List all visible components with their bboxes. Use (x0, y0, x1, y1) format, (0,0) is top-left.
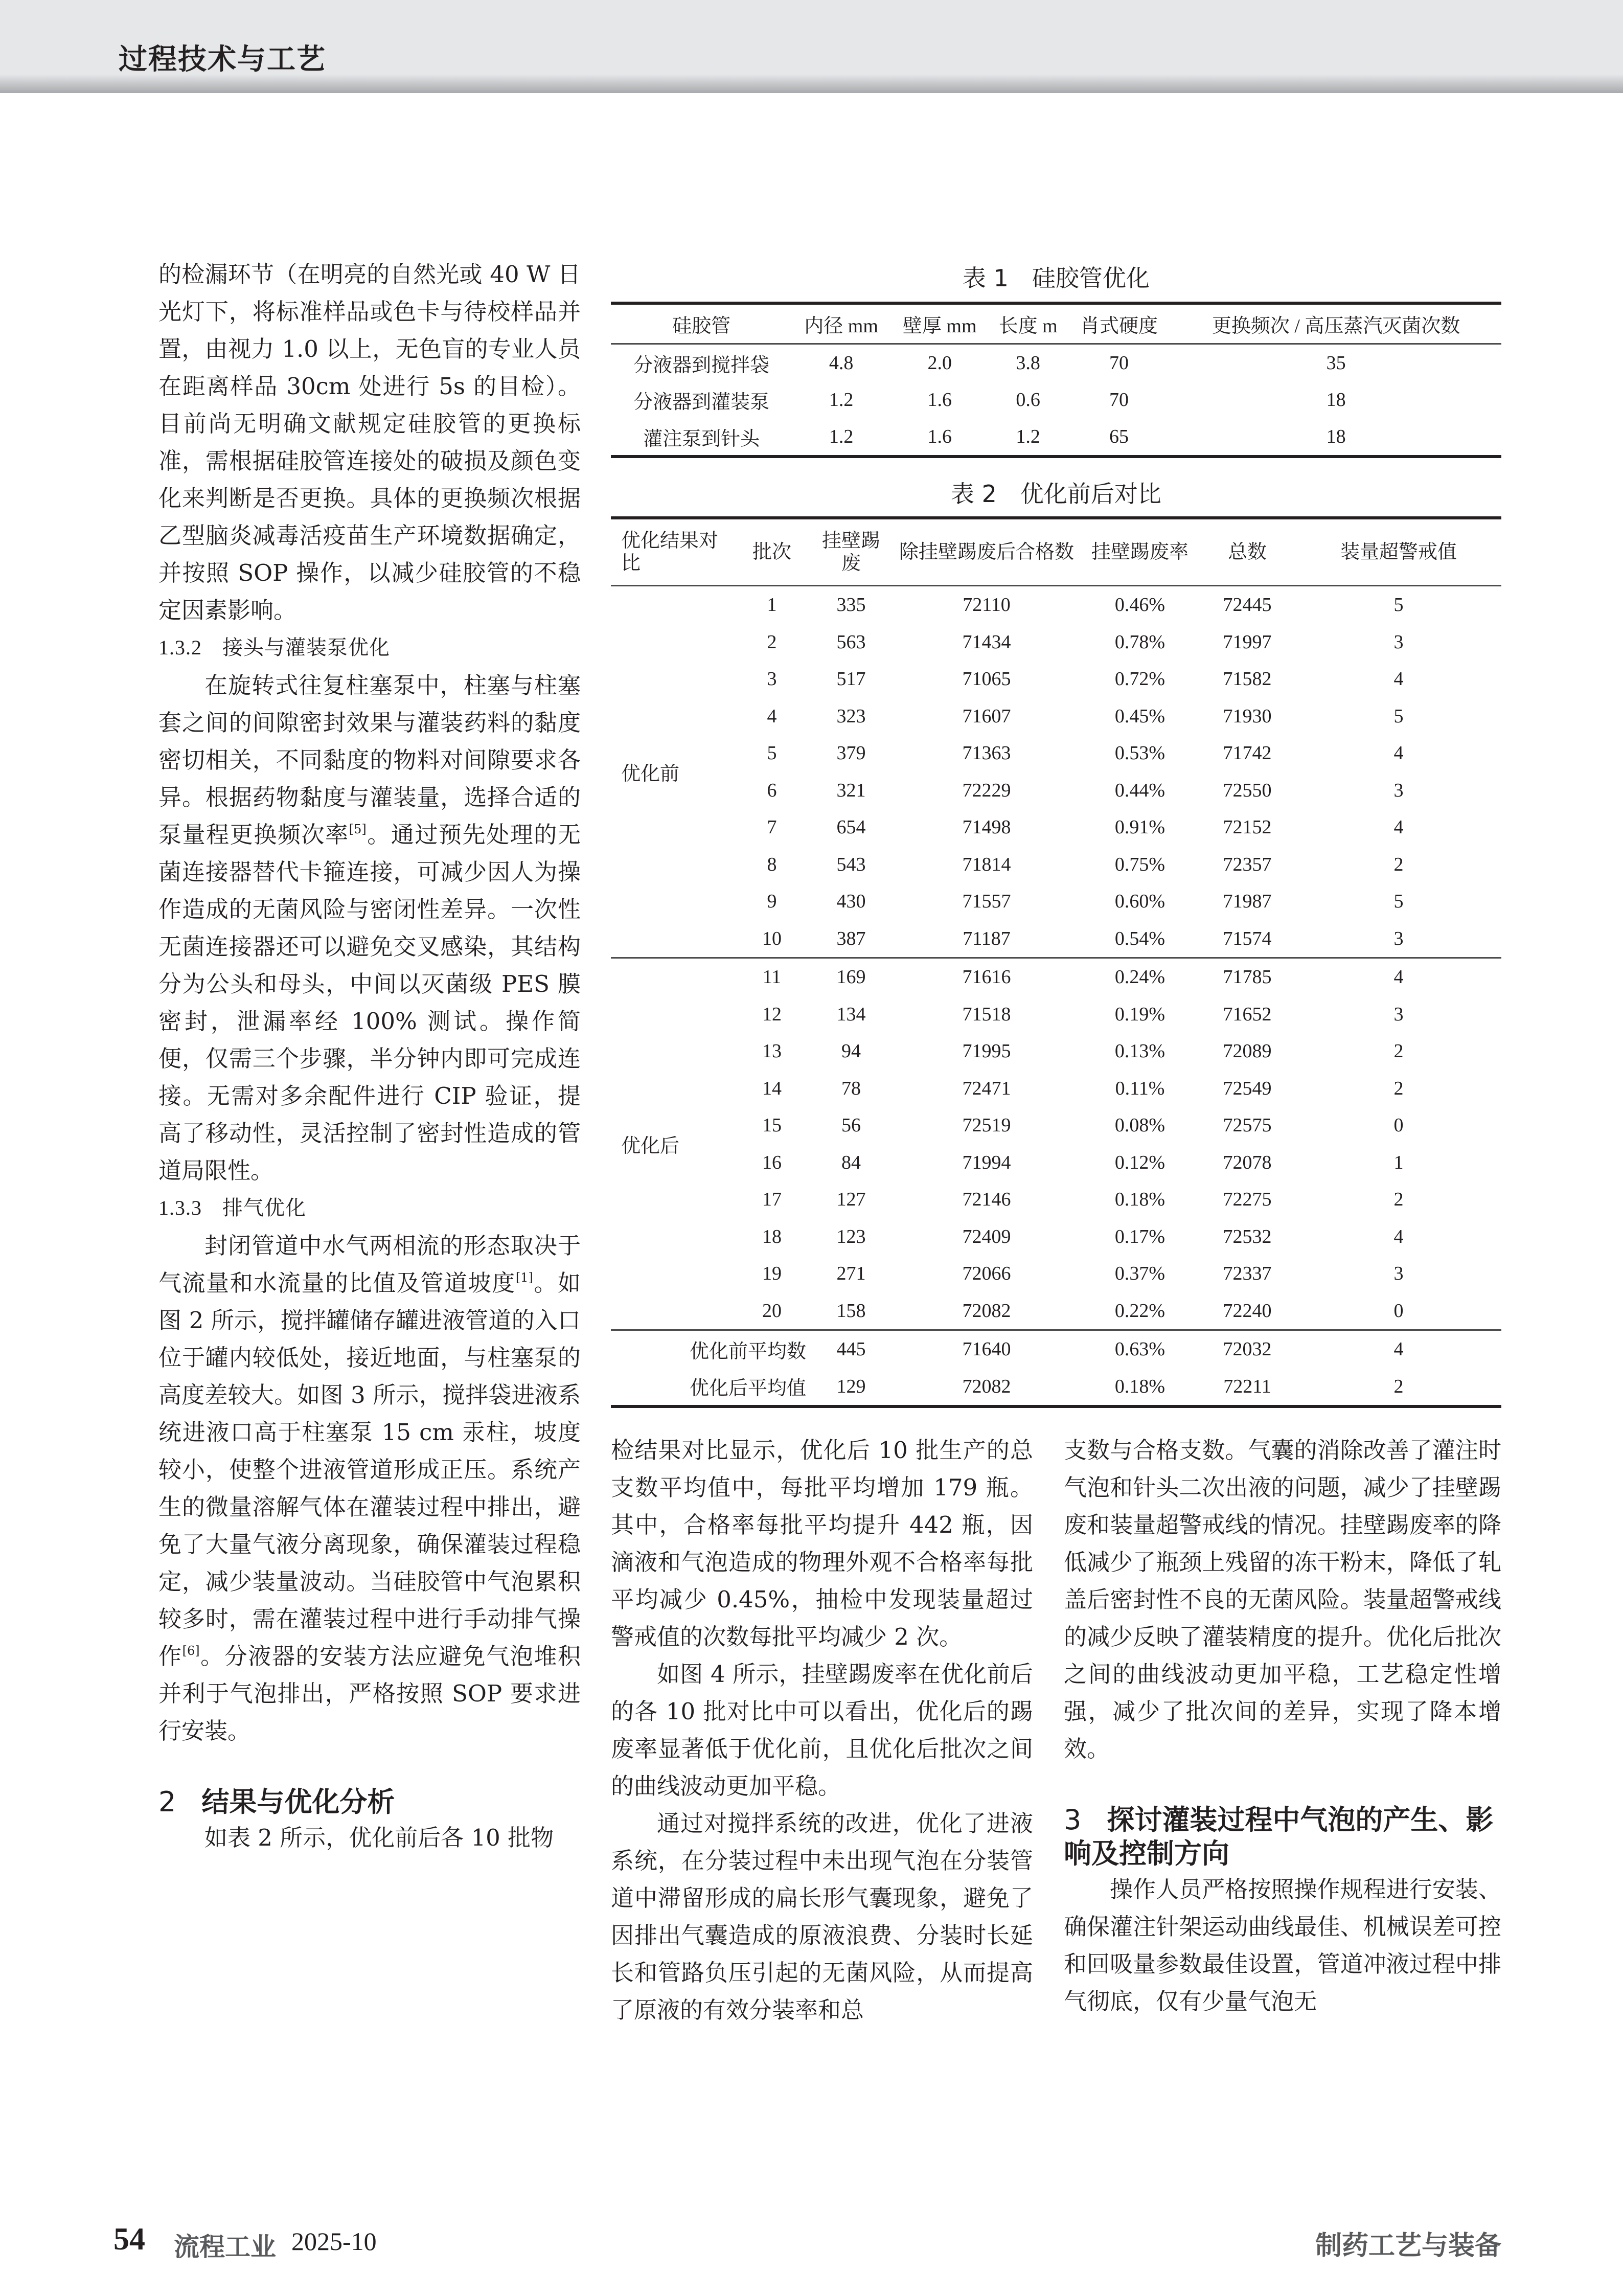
table-cell: 0.13% (1114, 1040, 1165, 1062)
batch-number: 11 (762, 966, 782, 988)
table-cell: 71607 (962, 705, 1011, 727)
table-cell: 0.46% (1114, 594, 1165, 616)
table-cell: 0.60% (1114, 891, 1165, 913)
table-cell: 72211 (1223, 1375, 1271, 1397)
table-cell: 4 (1393, 966, 1404, 988)
table-cell: 71997 (1223, 631, 1272, 653)
table-cell: 129 (836, 1375, 866, 1397)
table-cell: 94 (841, 1040, 861, 1062)
table-cell: 72550 (1223, 779, 1272, 801)
table-row (611, 1144, 1501, 1181)
table-cell: 5 (1393, 891, 1404, 913)
subsection-number: 1.3.2 (158, 636, 202, 659)
table-cell: 1.2 (829, 426, 854, 447)
table-row (611, 920, 1501, 958)
table-cell: 72357 (1223, 853, 1272, 875)
table-cell: 72337 (1223, 1263, 1272, 1285)
table-cell: 3 (1393, 631, 1404, 653)
table-cell: 18 (1326, 426, 1346, 447)
table-cell: 71557 (962, 891, 1011, 913)
table-silicone-tube-optimization (611, 302, 1501, 458)
table-cell: 379 (836, 742, 866, 764)
table-cell: 158 (836, 1300, 866, 1322)
table-cell: 71616 (962, 966, 1011, 988)
table-cell: 56 (841, 1115, 861, 1136)
subsection-heading-1-3-3 (158, 1189, 581, 1227)
average-label: 优化后平均值 (689, 1378, 806, 1400)
batch-number: 7 (767, 816, 777, 838)
issue-date: 2025-10 (291, 2227, 377, 2256)
table-cell: 4 (1393, 1338, 1404, 1360)
average-label: 优化前平均数 (689, 1340, 806, 1362)
table-cell: 3 (1393, 1263, 1404, 1285)
table-cell: 4 (1393, 816, 1404, 838)
average-row (611, 1368, 1501, 1407)
table-cell: 321 (836, 779, 866, 801)
table-cell: 169 (836, 966, 866, 988)
table-cell: 0.19% (1114, 1003, 1165, 1025)
section-heading-2 (158, 1785, 581, 1819)
table-cell: 4 (1393, 668, 1404, 690)
table-cell: 71742 (1223, 742, 1272, 764)
table-cell: 18 (1326, 389, 1346, 411)
table-cell: 72110 (963, 594, 1011, 616)
batch-number: 14 (762, 1077, 782, 1099)
table-cell: 0.91% (1114, 816, 1165, 838)
column-header: 挂壁踢废 (821, 530, 880, 574)
column-header: 肖式硬度 (1080, 315, 1158, 337)
section-heading-3 (1064, 1803, 1501, 1871)
table-row (611, 809, 1501, 846)
paragraph: 如表 2 所示，优化前后各 10 批物 (204, 1824, 554, 1851)
column-header: 总数 (1227, 541, 1267, 563)
table-cell: 4 (1393, 1225, 1404, 1247)
table-row (611, 958, 1501, 996)
table-cell: 0.72% (1114, 668, 1165, 690)
table-cell: 2 (1393, 1077, 1404, 1099)
table-cell: 4.8 (829, 352, 854, 374)
subsection-number: 1.3.3 (158, 1196, 202, 1219)
average-row (611, 1330, 1501, 1368)
row-label: 分液器到搅拌袋 (633, 354, 770, 376)
table-row (611, 344, 1501, 382)
table-cell: 71994 (962, 1151, 1011, 1173)
table-row (611, 1292, 1501, 1330)
table-cell: 1.6 (927, 389, 952, 411)
table-row (611, 624, 1501, 661)
table-cell: 72471 (962, 1077, 1011, 1099)
table-row (611, 1107, 1501, 1144)
table-cell: 72229 (962, 779, 1011, 801)
subsection-title: 排气优化 (222, 1196, 306, 1220)
paragraph: 操作人员严格按照操作规程进行安装、确保灌注针架运动曲线最佳、机械误差可控和回吸量参数最佳设置，管道冲液过程中排气彻底，仅有少量气泡无 (1064, 1876, 1501, 2015)
column-header: 除挂壁踢废后合格数 (899, 541, 1074, 563)
paragraph: 检结果对比显示，优化后 10 批生产的总支数平均值中，每批平均增加 179 瓶。其中，合格率每批平均提升 442 瓶，因滴液和气泡造成的物理外观不合格率每批平均减少 0.45%，抽检中发现装量超过警戒值的次数每批平均减少 2 次。 (611, 1437, 1033, 1650)
citation[interactable]: [1] (515, 1270, 533, 1285)
table-cell: 3.8 (1016, 352, 1040, 374)
table-row (611, 883, 1501, 920)
table-cell: 35 (1326, 352, 1346, 374)
table-cell: 84 (841, 1151, 861, 1173)
table-cell: 2 (1393, 1375, 1404, 1397)
citation[interactable]: [6] (182, 1644, 200, 1658)
table-cell: 0.44% (1114, 779, 1165, 801)
table-cell: 654 (836, 816, 866, 838)
table-cell: 72032 (1223, 1338, 1272, 1360)
batch-number: 15 (762, 1115, 782, 1136)
table-cell: 1.2 (1016, 426, 1040, 447)
left-column (158, 256, 581, 1856)
table-cell: 3 (1393, 927, 1404, 949)
middle-column (611, 1431, 1033, 2029)
table-header-row (611, 518, 1501, 586)
table-cell: 2 (1393, 1189, 1404, 1211)
table-cell: 72066 (962, 1263, 1011, 1285)
table-cell: 71652 (1223, 1003, 1272, 1025)
table-cell: 563 (836, 631, 866, 653)
table-cell: 0 (1393, 1300, 1404, 1322)
table-cell: 517 (836, 668, 866, 690)
row-label: 灌注泵到针头 (643, 428, 760, 450)
table-cell: 71187 (963, 927, 1011, 949)
group-label: 优化后 (621, 1135, 680, 1157)
paragraph: 如图 4 所示，挂壁踢废率在优化前后的各 10 批对比中可以看出，优化后的踢废率显著低于优化前，且优化后批次之间的曲线波动更加平稳。 (611, 1661, 1033, 1800)
table-cell: 72089 (1223, 1040, 1272, 1062)
table-cell: 70 (1109, 352, 1129, 374)
table-cell: 323 (836, 705, 866, 727)
batch-number: 8 (767, 853, 777, 875)
table-row (611, 1033, 1501, 1070)
row-label: 分液器到灌装泵 (633, 391, 770, 413)
paragraph-text: 。通过预先处理的无菌连接器替代卡箍连接，可减少因人为操作造成的无菌风险与密闭性差异。一次性无菌连接器还可以避免交叉感染，其结构分为公头和母头，中间以灭菌级 PES 膜密封，泄漏率经 100% 测试。操作简便，仅需三个步骤，半分钟内即可完成连接。无需对多余配件进行 CIP 验证，提高了移动性，灵活控制了密封性造成的管道局限性。 (158, 821, 581, 1184)
table-cell: 0.24% (1114, 966, 1165, 988)
batch-number: 5 (767, 742, 777, 764)
table-cell: 123 (836, 1225, 866, 1247)
table-cell: 5 (1393, 594, 1404, 616)
table-header-row (611, 303, 1501, 344)
table-cell: 2.0 (927, 352, 952, 374)
paragraph: 支数与合格支数。气囊的消除改善了灌注时气泡和针头二次出液的问题，减少了挂壁踢废和装量超警戒线的情况。挂壁踢废率的降低减少了瓶颈上残留的冻干粉末，降低了轧盖后密封性不良的无菌风险。装量超警戒线的减少反映了灌装精度的提升。优化后批次之间的曲线波动更加平稳，工艺稳定性增强，减少了批次间的差异，实现了降本增效。 (1064, 1437, 1501, 1762)
subsection-title: 接头与灌装泵优化 (222, 636, 390, 660)
batch-number: 2 (767, 631, 777, 653)
paragraph (158, 1227, 581, 1749)
right-column (1064, 1431, 1501, 2020)
table-cell: 72519 (962, 1115, 1011, 1136)
table-cell: 72445 (1223, 594, 1272, 616)
table-row (611, 661, 1501, 698)
column-header: 挂壁踢废率 (1091, 541, 1188, 563)
table-row (611, 846, 1501, 883)
table-cell: 0.18% (1114, 1189, 1165, 1211)
batch-number: 4 (767, 705, 777, 727)
table-cell: 70 (1109, 389, 1129, 411)
table-row (611, 381, 1501, 418)
table-cell: 0.78% (1114, 631, 1165, 653)
table-cell: 0.53% (1114, 742, 1165, 764)
table-cell: 72532 (1223, 1225, 1272, 1247)
paragraph (158, 667, 581, 1189)
journal-name: 流程工业 (174, 2232, 276, 2262)
section-title: 结果与优化分析 (201, 1786, 395, 1818)
table-cell: 0.6 (1016, 389, 1040, 411)
table-cell: 127 (836, 1189, 866, 1211)
column-header: 更换频次 / 高压蒸汽灭菌次数 (1211, 315, 1460, 337)
table-cell: 71518 (962, 1003, 1011, 1025)
table-cell: 71785 (1223, 966, 1272, 988)
table-cell: 71065 (962, 668, 1011, 690)
table-cell: 0.12% (1114, 1151, 1165, 1173)
table-cell: 71574 (1223, 927, 1272, 949)
table-cell: 271 (836, 1263, 866, 1285)
table2-caption: 表 2 优化前后对比 (951, 480, 1161, 508)
table-cell: 1.2 (829, 389, 854, 411)
table-cell: 0.37% (1114, 1263, 1165, 1285)
table-cell: 0.22% (1114, 1300, 1165, 1322)
table-cell: 72549 (1223, 1077, 1272, 1099)
table-row (611, 1255, 1501, 1292)
batch-number: 19 (762, 1263, 782, 1285)
running-header-band (0, 0, 1623, 93)
table-cell: 71814 (962, 853, 1011, 875)
table-cell: 0 (1393, 1115, 1404, 1136)
paragraph-text: 在旋转式往复柱塞泵中，柱塞与柱塞套之间的间隙密封效果与灌装药料的黏度密切相关，不同黏度的物料对间隙要求各异。根据药物黏度与灌装量，选择合适的泵量程更换频次率 (158, 672, 581, 848)
table-cell: 0.17% (1114, 1225, 1165, 1247)
batch-number: 10 (762, 927, 782, 949)
section-number: 2 (158, 1786, 176, 1818)
table-cell: 72146 (962, 1189, 1011, 1211)
table-cell: 430 (836, 891, 866, 913)
table-cell: 335 (836, 594, 866, 616)
table-cell: 0.18% (1114, 1375, 1165, 1397)
table-row (611, 772, 1501, 809)
citation[interactable]: [5] (349, 822, 367, 836)
batch-number: 17 (762, 1189, 782, 1211)
batch-number: 9 (767, 891, 777, 913)
table-cell: 71582 (1223, 668, 1272, 690)
table-cell: 1.6 (927, 426, 952, 447)
column-header: 批次 (752, 541, 791, 563)
table-row (611, 698, 1501, 735)
batch-number: 18 (762, 1225, 782, 1247)
batch-number: 1 (767, 594, 777, 616)
section-title: 探讨灌装过程中气泡的产生、影响及控制方向 (1064, 1804, 1494, 1870)
table-cell: 72275 (1223, 1189, 1272, 1211)
table-cell: 2 (1393, 853, 1404, 875)
batch-number: 16 (762, 1151, 782, 1173)
table-row (611, 586, 1501, 624)
batch-number: 6 (767, 779, 777, 801)
batch-number: 12 (762, 1003, 782, 1025)
column-header: 长度 m (998, 315, 1058, 337)
table-cell: 1 (1393, 1151, 1404, 1173)
table-row (611, 996, 1501, 1033)
table-row (611, 735, 1501, 772)
table-cell: 4 (1393, 742, 1404, 764)
table-cell: 71434 (962, 631, 1011, 653)
table-cell: 71930 (1223, 705, 1272, 727)
table-cell: 543 (836, 853, 866, 875)
group-label: 优化前 (621, 763, 680, 785)
paragraph: 的检漏环节（在明亮的自然光或 40 W 日光灯下，将标准样品或色卡与待校样品并置，由视力 1.0 以上，无色盲的专业人员在距离样品 30cm 处进行 5s 的目检）。目前尚无明确文献规定硅胶管的更换标准，需根据硅胶管连接处的破损及颜色变化来判断是否更换。具体的更换频次根据乙型脑炎减毒活疫苗生产环境数据确定，并按照 SOP 操作，以减少硅胶管的不稳定因素影响。 (158, 261, 581, 624)
table-before-after-comparison (611, 516, 1501, 1408)
paragraph-text: 。分液器的安装方法应避免气泡堆积并利于气泡排出，严格按照 SOP 要求进行安装。 (158, 1643, 581, 1744)
table-cell: 134 (836, 1003, 866, 1025)
table-cell: 71987 (1223, 891, 1272, 913)
column-header: 优化结果对比 (621, 530, 719, 574)
table-cell: 5 (1393, 705, 1404, 727)
paragraph-text: 。如图 2 所示，搅拌罐储存罐进液管道的入口位于罐内较低处，接近地面，与柱塞泵的高度差较大。如图 3 所示，搅拌袋进液系统进液口高于柱塞泵 15 cm 汞柱，坡度较小，使整个进液管道形成正压。系统产生的微量溶解气体在灌装过程中排出，避免了大量气液分离现象，确保灌装过程稳定，减少装量波动。当硅胶管中气泡累积较多时，需在灌装过程中进行手动排气操作 (158, 1269, 581, 1670)
table-cell: 2 (1393, 1040, 1404, 1062)
column-header: 硅胶管 (672, 315, 731, 337)
table-row (611, 418, 1501, 457)
table-row (611, 1218, 1501, 1256)
paragraph: 通过对搅拌系统的改进，优化了进液系统，在分装过程中未出现气泡在分装管道中滞留形成的扁长形气囊现象，避免了因排出气囊造成的原液浪费、分装时长延长和管路负压引起的无菌风险，从而提高了原液的有效分装率和总 (611, 1810, 1033, 2024)
table-cell: 71640 (962, 1338, 1011, 1360)
table-cell: 71363 (962, 742, 1011, 764)
table-cell: 3 (1393, 779, 1404, 801)
batch-number: 13 (762, 1040, 782, 1062)
table-cell: 0.45% (1114, 705, 1165, 727)
table-cell: 387 (836, 927, 866, 949)
table-cell: 3 (1393, 1003, 1404, 1025)
batch-number: 20 (762, 1300, 782, 1322)
table-row (611, 1181, 1501, 1218)
footer-section-name: 制药工艺与装备 (1315, 2230, 1501, 2261)
table-cell: 72082 (962, 1300, 1011, 1322)
table-cell: 71995 (962, 1040, 1011, 1062)
table-cell: 0.54% (1114, 927, 1165, 949)
table-cell: 0.75% (1114, 853, 1165, 875)
table-cell: 72240 (1223, 1300, 1272, 1322)
subsection-heading-1-3-2 (158, 629, 581, 667)
column-header: 壁厚 mm (902, 315, 977, 337)
table-cell: 72575 (1223, 1115, 1272, 1136)
table-cell: 445 (836, 1338, 866, 1360)
table-row (611, 1070, 1501, 1107)
running-header-title: 过程技术与工艺 (119, 43, 326, 76)
column-header: 装量超警戒值 (1340, 541, 1457, 563)
page-number: 54 (113, 2222, 145, 2257)
table-cell: 72082 (962, 1375, 1011, 1397)
column-header: 内径 mm (804, 315, 878, 337)
table1-caption: 表 1 硅胶管优化 (963, 264, 1150, 292)
table-cell: 78 (841, 1077, 861, 1099)
table-cell: 71498 (962, 816, 1011, 838)
table-cell: 72409 (962, 1225, 1011, 1247)
paragraph-text: 封闭管道中水气两相流的形态取决于气流量和水流量的比值及管道坡度 (158, 1232, 581, 1297)
table-cell: 0.11% (1115, 1077, 1165, 1099)
table-cell: 0.08% (1114, 1115, 1165, 1136)
table-cell: 65 (1109, 426, 1129, 447)
table-cell: 0.63% (1114, 1338, 1165, 1360)
batch-number: 3 (767, 668, 777, 690)
table-cell: 72152 (1223, 816, 1272, 838)
table-cell: 72078 (1223, 1151, 1272, 1173)
section-number: 3 (1064, 1804, 1082, 1836)
